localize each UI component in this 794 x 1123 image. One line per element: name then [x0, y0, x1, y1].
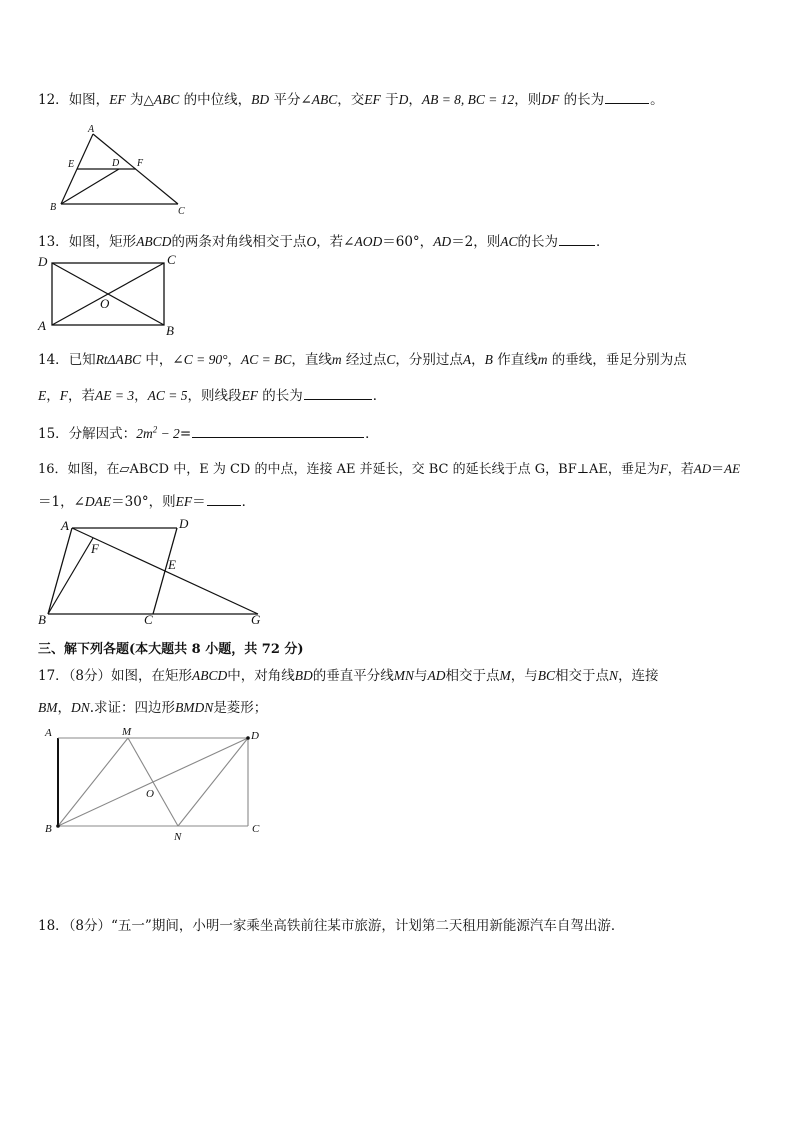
- q13-math: AOD: [354, 234, 383, 249]
- q12-text: 的长为: [559, 92, 605, 108]
- q12-math: AB = 8, BC = 12: [421, 92, 515, 107]
- label-b: B: [45, 823, 52, 835]
- question-15: [38, 422, 379, 442]
- q16-text: 如图，在▱ABCD 中，E 为 CD 的中点，连接 AE 并延长，交 BC 的延长线于点 G，BF⊥AE，垂足为: [67, 462, 660, 477]
- q14-text: 中，: [141, 352, 173, 368]
- label-c: C: [167, 252, 176, 267]
- question-12: [38, 88, 664, 108]
- q16-parallelogram-figure: [36, 514, 276, 628]
- q17-text: .求证：四边形: [89, 700, 176, 716]
- q17-math: BMDN: [175, 700, 214, 715]
- q16-math: DAE: [84, 494, 112, 509]
- q14-math: ∠C = 90°: [172, 352, 228, 367]
- q13-text: ，若∠: [316, 234, 355, 250]
- label-c: C: [144, 612, 153, 627]
- label-d: D: [38, 254, 48, 269]
- label-b: B: [38, 612, 46, 627]
- q18-text: （8分）“五一”期间，小明一家乘坐高铁前往某市旅游，计划第二天租用新能源汽车自驾出游．: [68, 918, 625, 934]
- q16-text: ．: [241, 494, 256, 510]
- q15-text: 分解因式：: [68, 426, 137, 442]
- q12-text: 的中位线，: [179, 92, 252, 108]
- label-f: F: [91, 541, 99, 556]
- q17-math: M: [499, 668, 511, 683]
- q12-text: 平分: [269, 92, 301, 108]
- q17-math: DN: [71, 700, 90, 715]
- q13-text: ．: [596, 234, 610, 250]
- question-17-line-2: [38, 696, 267, 716]
- q12-text: 为: [125, 92, 144, 108]
- q14-math: B: [484, 352, 493, 367]
- q14-text: ，若: [68, 388, 95, 404]
- q17-math: BC: [537, 668, 556, 683]
- q12-math: EF: [109, 92, 126, 107]
- label-a: A: [61, 518, 69, 533]
- q14-text: ，: [134, 388, 148, 404]
- label-a: A: [45, 727, 52, 739]
- q14-text: ，则线段: [187, 388, 242, 404]
- q17-text: 与: [414, 668, 428, 684]
- label-g: G: [251, 612, 261, 627]
- label-d: D: [251, 730, 259, 742]
- q16-math: AE: [724, 461, 741, 476]
- q14-number: 14．: [38, 352, 69, 368]
- q17-text: 是菱形；: [213, 700, 268, 716]
- q14-text: ，: [471, 352, 485, 368]
- q13-math: AD: [433, 234, 452, 249]
- label-f: F: [137, 158, 144, 169]
- q12-triangle-figure: [48, 124, 198, 216]
- q13-number: 13．: [38, 234, 69, 250]
- label-n: N: [174, 831, 182, 843]
- q14-text: ，: [227, 352, 241, 368]
- label-e: E: [68, 159, 75, 170]
- q14-text: 的长为: [257, 388, 303, 404]
- question-13: [38, 230, 610, 250]
- label-a: A: [88, 124, 95, 135]
- q15-math: 2m: [136, 426, 153, 441]
- q17-text: 相交于点: [555, 668, 610, 684]
- question-16-line-2: [38, 490, 255, 510]
- label-o: O: [146, 788, 154, 800]
- q14-text: 作直线: [492, 352, 538, 368]
- q14-text: ，分别过点: [395, 352, 463, 368]
- q17-number: 17．: [38, 668, 69, 684]
- label-e: E: [168, 557, 176, 572]
- q13-text: ＝2，则: [451, 234, 501, 250]
- q17-text: 相交于点: [445, 668, 500, 684]
- q16-math: EF: [175, 494, 193, 509]
- label-c: C: [178, 206, 185, 217]
- q12-math: ∠ABC: [300, 92, 338, 107]
- question-14: [38, 348, 687, 368]
- label-d: D: [112, 158, 120, 169]
- q16-number: 16．: [38, 462, 68, 477]
- q15-number: 15．: [38, 426, 69, 442]
- q12-text: 。: [650, 92, 664, 108]
- q16-math: AD: [693, 461, 712, 476]
- q16-text: ＝30°，则: [111, 494, 176, 510]
- answer-blank[interactable]: [304, 387, 372, 400]
- q16-text: ＝1，∠: [38, 494, 85, 510]
- q17-text: ，: [57, 700, 71, 716]
- q17-text: 中，对角线: [227, 668, 295, 684]
- answer-blank[interactable]: [207, 493, 241, 506]
- q14-text: ，直线: [291, 352, 332, 368]
- q14-math: m: [331, 352, 342, 367]
- q13-text: 如图，矩形: [68, 234, 137, 250]
- q17-math: N: [609, 668, 619, 683]
- q17-math: BM: [38, 700, 58, 715]
- label-b: B: [166, 323, 174, 338]
- q15-math: − 2: [157, 426, 180, 441]
- q15-text: ．: [365, 426, 379, 442]
- q12-number: 12．: [38, 92, 69, 108]
- label-m: M: [122, 726, 132, 738]
- q17-text: （8分）如图，在矩形: [68, 668, 193, 684]
- label-b: B: [50, 202, 57, 213]
- q14-math: AC = BC: [240, 352, 292, 367]
- q12-math: BD: [251, 92, 270, 107]
- q14-math: E: [38, 388, 47, 403]
- q16-math: F: [659, 461, 668, 476]
- q14-math: AC = 5: [147, 388, 188, 403]
- q14-math: m: [537, 352, 548, 367]
- q14-text: 的垂线，垂足分别为点: [547, 352, 687, 368]
- q16-text: ＝: [192, 494, 206, 510]
- q17-text: ，与: [510, 668, 538, 684]
- q12-text: 于: [380, 92, 399, 108]
- q14-text: ．: [372, 388, 387, 404]
- q12-math: EF: [364, 92, 381, 107]
- q14-math: F: [59, 388, 68, 403]
- q14-math: A: [462, 352, 472, 367]
- q12-text: ，交: [337, 92, 365, 108]
- q13-text: ＝60°，: [382, 234, 434, 250]
- q17-math: AD: [427, 668, 446, 683]
- q14-text: 已知: [68, 352, 96, 368]
- q13-rectangle-figure: [36, 252, 186, 338]
- section-heading: 三、解下列各题(本大题共 8 小题，共 72 分): [38, 642, 304, 657]
- label-o: O: [100, 296, 110, 311]
- q14-text: 经过点: [341, 352, 387, 368]
- question-18: [38, 914, 624, 934]
- q13-math: ABCD: [136, 234, 172, 249]
- q12-text: 如图，: [68, 92, 110, 108]
- q13-math: O: [306, 234, 317, 249]
- q17-rectangle-figure: [42, 724, 272, 846]
- q17-math: BD: [294, 668, 313, 683]
- answer-blank[interactable]: [559, 233, 595, 246]
- q13-text: 的两条对角线相交于点: [171, 234, 307, 250]
- q17-math: MN: [393, 668, 415, 683]
- q14-math: C: [386, 352, 396, 367]
- question-17: [38, 664, 659, 684]
- q13-text: 的长为: [517, 234, 559, 250]
- label-c: C: [252, 823, 260, 835]
- q12-math: △ABC: [143, 92, 180, 107]
- q18-number: 18．: [38, 918, 69, 934]
- q14-math: RtΔABC: [95, 352, 142, 367]
- q12-math: DF: [541, 92, 560, 107]
- q16-text: ＝: [711, 462, 725, 477]
- q17-text: 的垂直平分线: [312, 668, 394, 684]
- q17-math: ABCD: [192, 668, 228, 683]
- q15-text: =: [179, 426, 192, 442]
- q12-text: ，: [408, 92, 422, 108]
- question-16: [38, 458, 740, 477]
- label-d: D: [179, 516, 189, 531]
- q17-text: ，连接: [618, 668, 659, 684]
- q12-math: D: [398, 92, 409, 107]
- question-14-line-2: [38, 384, 386, 404]
- q12-text: ，则: [514, 92, 542, 108]
- answer-blank[interactable]: [605, 91, 649, 104]
- q15-exponent: 2: [152, 424, 158, 435]
- label-a: A: [38, 318, 46, 333]
- q16-text: ，若: [667, 462, 694, 477]
- q14-math: EF: [241, 388, 258, 403]
- answer-blank[interactable]: [192, 425, 364, 438]
- q13-math: AC: [500, 234, 518, 249]
- q14-text: ，: [46, 388, 60, 404]
- q14-math: AE = 3: [95, 388, 135, 403]
